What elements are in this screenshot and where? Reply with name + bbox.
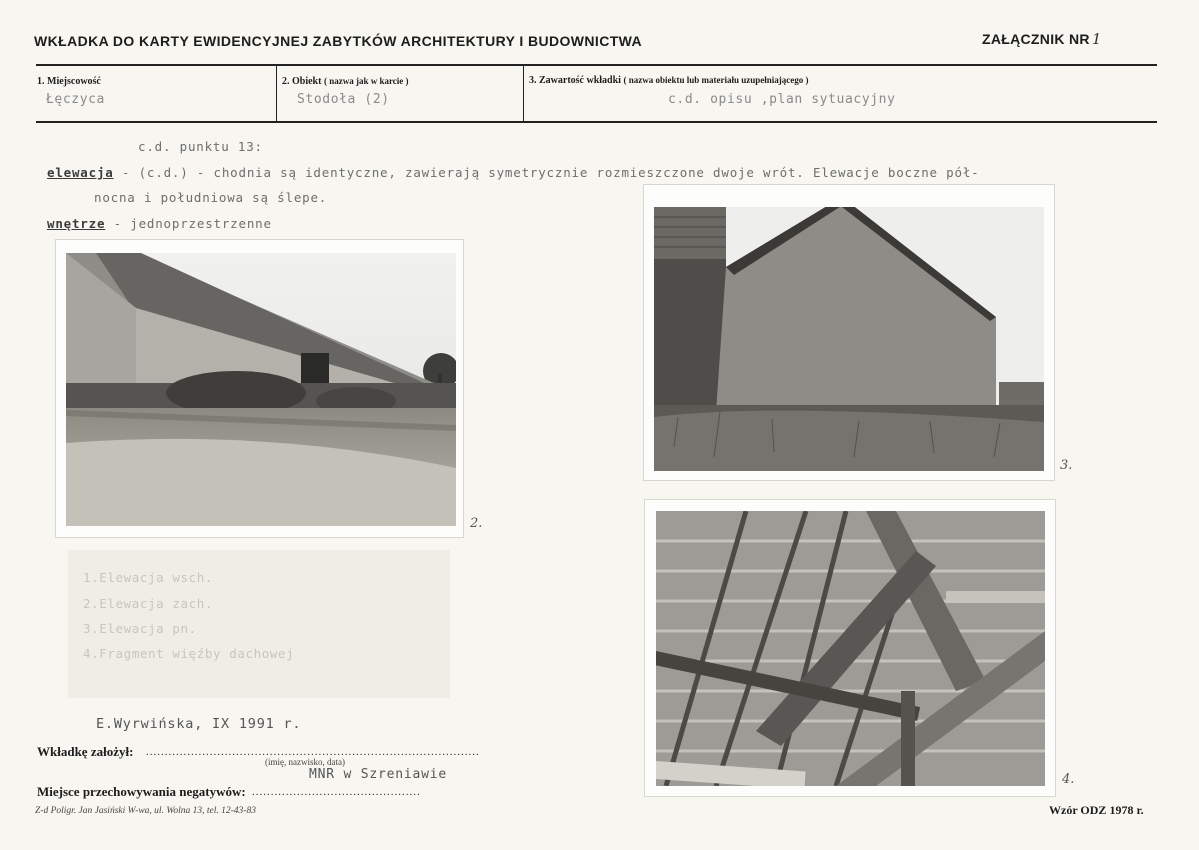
elevation-line [47,165,979,180]
caption-3: 3.Elewacja pn. [83,621,197,636]
photo-3-number: 3. [1060,458,1073,473]
object-label-hint: ( nazwa jak w karcie ) [323,76,409,86]
interior-text: - jednoprzestrzenne [105,216,272,231]
printer-info: Z-d Poligr. Jan Jasiński W-wa, ul. Wolna 13, tel. 12-43-83 [35,806,256,816]
interior-line [47,216,272,231]
photo-4-number: 4. [1062,772,1075,787]
form-title: WKŁADKA DO KARTY EWIDENCYJNEJ ZABYTKÓW ARCHITEKTURY I BUDOWNICTWA [34,33,643,49]
storage-dots: ............................................. [252,786,421,798]
elevation-text: - (c.d.) - chodnia są identyczne, zawierają symetrycznie rozmieszczone dwoje wrót. Elewacje boczne pół- [113,165,980,180]
object-label-text: 2. Obiekt [282,76,322,87]
form-model: Wzór ODZ 1978 r. [1049,803,1144,817]
annex-number: 1 [1091,30,1102,48]
photo-card-2 [56,240,463,537]
annex-label-text: ZAŁĄCZNIK NR [982,31,1090,47]
locality-value: Łęczyca [46,92,105,107]
author-typed: E.Wyrwińska, IX 1991 r. [96,716,302,732]
photo-card-3 [644,185,1054,480]
locality-label: 1. Miejscowość [37,76,101,87]
column-divider-2 [523,66,524,122]
barn-north-elevation-photo [654,207,1044,471]
caption-2: 2.Elewacja zach. [83,596,214,611]
elevation-line-2: nocna i południowa są ślepe. [94,190,328,205]
annex-label [982,30,1102,48]
prepared-hint: (imię, nazwisko, data) [265,757,345,767]
object-value: Stodoła (2) [297,92,390,107]
table-bottom-rule [36,121,1157,123]
roof-truss-photo [656,511,1045,786]
prepared-dots: ......................................................................................... [146,746,480,758]
barn-east-elevation-photo [66,253,456,526]
content-label-text: 3. Zawartość wkładki [529,75,621,86]
object-label [282,76,409,87]
continuation-line: c.d. punktu 13: [138,139,263,154]
content-label-hint: ( nazwa obiektu lub materiału uzupełniającego ) [623,75,809,85]
content-label [529,75,808,86]
table-top-rule [36,64,1157,66]
content-value: c.d. opisu ,plan sytuacyjny [668,92,896,107]
column-divider-1 [276,66,277,122]
caption-1: 1.Elewacja wsch. [83,570,214,585]
caption-4: 4.Fragment więźby dachowej [83,646,295,661]
interior-term: wnętrze [47,216,106,231]
storage-typed: MNR w Szreniawie [309,767,448,782]
photo-2-number: 2. [470,516,483,531]
elevation-term: elewacja [47,165,114,180]
prepared-label: Wkładkę założył: [37,744,134,759]
storage-label: Miejsce przechowywania negatywów: [37,784,246,799]
photo-card-4 [645,500,1055,796]
caption-box [68,550,450,698]
